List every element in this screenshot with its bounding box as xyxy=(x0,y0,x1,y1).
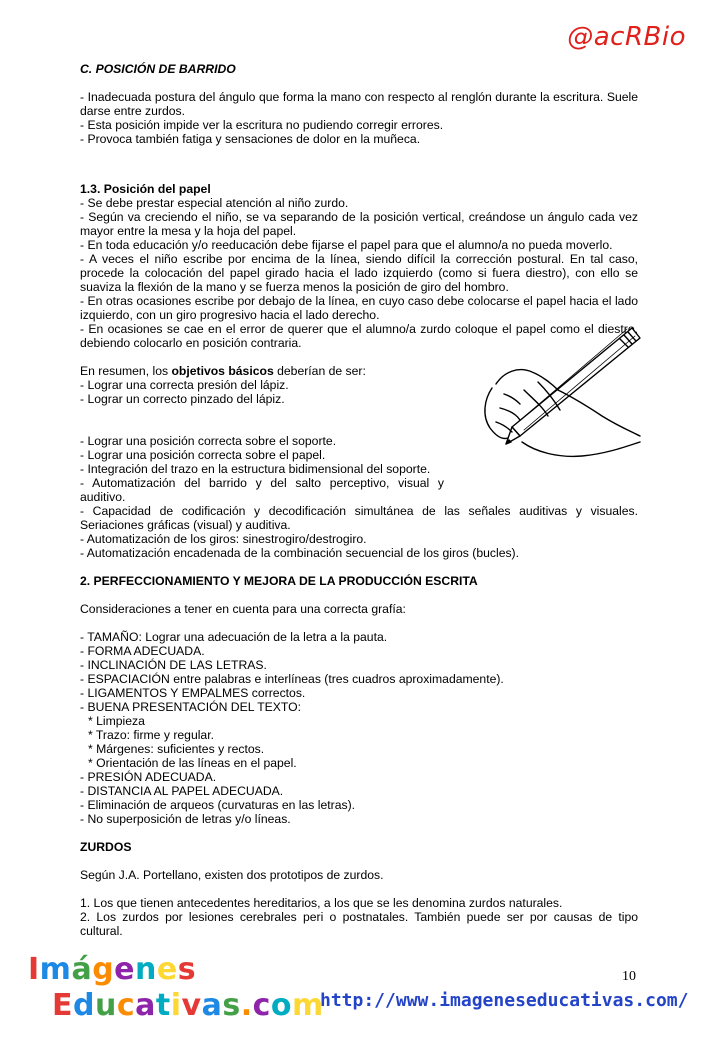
section-2-item: - TAMAÑO: Lograr una adecuación de la letra a la pauta. xyxy=(80,630,388,644)
section-1-3-line: - En ocasiones se cae en el error de querer que el alumno/a zurdo coloque el papel como el diestro, debiendo colocarlo en posición contraria. xyxy=(80,322,638,350)
section-1-3-line: - En toda educación y/o reeducación debe fijarse el papel para que el alumno/a no pueda moverlo. xyxy=(80,238,613,252)
section-2-subitem: * Márgenes: suficientes y rectos. xyxy=(88,742,265,756)
zurdos-item: 1. Los que tienen antecedentes hereditarios, a los que se les denomina zurdos naturales. xyxy=(80,896,563,910)
section-2-intro: Consideraciones a tener en cuenta para una correcta grafía: xyxy=(80,602,406,616)
section-1-3-line: - Se debe prestar especial atención al niño zurdo. xyxy=(80,196,349,210)
section-1-3-line: - En otras ocasiones escribe por debajo de la línea, en cuyo caso debe colocarse el papel hacia el lado izquierdo, con un giro progresivo hacia el lado derecho. xyxy=(80,294,638,322)
objective-item: - Lograr una correcta presión del lápiz. xyxy=(80,378,289,392)
section-2-item: - FORMA ADECUADA. xyxy=(80,644,205,658)
section-c-title: C. POSICIÓN DE BARRIDO xyxy=(80,62,236,76)
section-2-subitem: * Orientación de las líneas en el papel. xyxy=(88,756,297,770)
section-1-3-line: - A veces el niño escribe por encima de la línea, siendo difícil la corrección postural. En tal caso, procede la colocación del papel girado hacia el lado izquierdo (como si fuera diestro), con ello se suaviza la flexión de la mano y se fuerza menos la posición de giro del hombro. xyxy=(80,252,638,294)
document-body xyxy=(80,62,638,938)
footer-url-link[interactable]: http://www.imageneseducativas.com/ xyxy=(320,990,689,1011)
page-number: 10 xyxy=(622,969,636,984)
section-2-subitem: * Limpieza xyxy=(88,714,145,728)
zurdos-intro: Según J.A. Portellano, existen dos prototipos de zurdos. xyxy=(80,868,384,882)
summary-intro-text: deberían de ser: xyxy=(273,364,366,378)
objective-item: - Automatización encadenada de la combinación secuencial de los giros (bucles). xyxy=(80,546,520,560)
objective-item: - Automatización de los giros: sinestrogiro/destrogiro. xyxy=(80,532,367,546)
objective-item: - Automatización del barrido y del salto perceptivo, visual y auditivo. xyxy=(80,476,444,504)
section-2-title: 2. PERFECCIONAMIENTO Y MEJORA DE LA PRODUCCIÓN ESCRITA xyxy=(80,574,478,588)
section-2-item: - ESPACIACIÓN entre palabras e interlíneas (tres cuadros aproximadamente). xyxy=(80,672,504,686)
section-2-subitem: * Trazo: firme y regular. xyxy=(88,728,214,742)
objective-item: - Capacidad de codificación y decodificación simultánea de las señales auditivas y visuales. Seriaciones gráficas (visual) y auditiva. xyxy=(80,504,638,532)
section-2-item: - BUENA PRESENTACIÓN DEL TEXTO: xyxy=(80,700,302,714)
objective-item: - Lograr una posición correcta sobre el soporte. xyxy=(80,434,337,448)
zurdos-title: ZURDOS xyxy=(80,840,132,854)
zurdos-item: 2. Los zurdos por lesiones cerebrales peri o postnatales. También puede ser por causas de tipo cultural. xyxy=(80,910,638,938)
footer-logo-line2: Educativas.com xyxy=(52,988,324,1023)
summary-intro-text: En resumen, los xyxy=(80,364,172,378)
section-c-line: - Provoca también fatiga y sensaciones de dolor en la muñeca. xyxy=(80,132,421,146)
summary-intro-bold: objetivos básicos xyxy=(171,364,274,378)
section-2-item: - INCLINACIÓN DE LAS LETRAS. xyxy=(80,658,267,672)
section-2-item: - PRESIÓN ADECUADA. xyxy=(80,770,217,784)
objective-item: - Lograr una posición correcta sobre el papel. xyxy=(80,448,326,462)
footer-logo-line1: Imágenes xyxy=(28,952,197,987)
watermark-signature: @acRBio xyxy=(567,22,686,52)
section-c-line: - Inadecuada postura del ángulo que forma la mano con respecto al renglón durante la escritura. Suele darse entre zurdos. xyxy=(80,90,638,118)
section-1-3-line: - Según va creciendo el niño, se va separando de la posición vertical, creándose un ángulo cada vez mayor entre la mesa y la hoja del papel. xyxy=(80,210,638,238)
section-2-item: - Eliminación de arqueos (curvaturas en las letras). xyxy=(80,798,356,812)
objective-item: - Lograr un correcto pinzado del lápiz. xyxy=(80,392,285,406)
section-c-line: - Esta posición impide ver la escritura no pudiendo corregir errores. xyxy=(80,118,444,132)
hand-writing-illustration xyxy=(462,324,642,464)
section-1-3-title: 1.3. Posición del papel xyxy=(80,182,211,196)
objective-item: - Integración del trazo en la estructura bidimensional del soporte. xyxy=(80,462,431,476)
section-2-item: - No superposición de letras y/o líneas. xyxy=(80,812,291,826)
section-2-item: - DISTANCIA AL PAPEL ADECUADA. xyxy=(80,784,284,798)
section-2-item: - LIGAMENTOS Y EMPALMES correctos. xyxy=(80,686,306,700)
